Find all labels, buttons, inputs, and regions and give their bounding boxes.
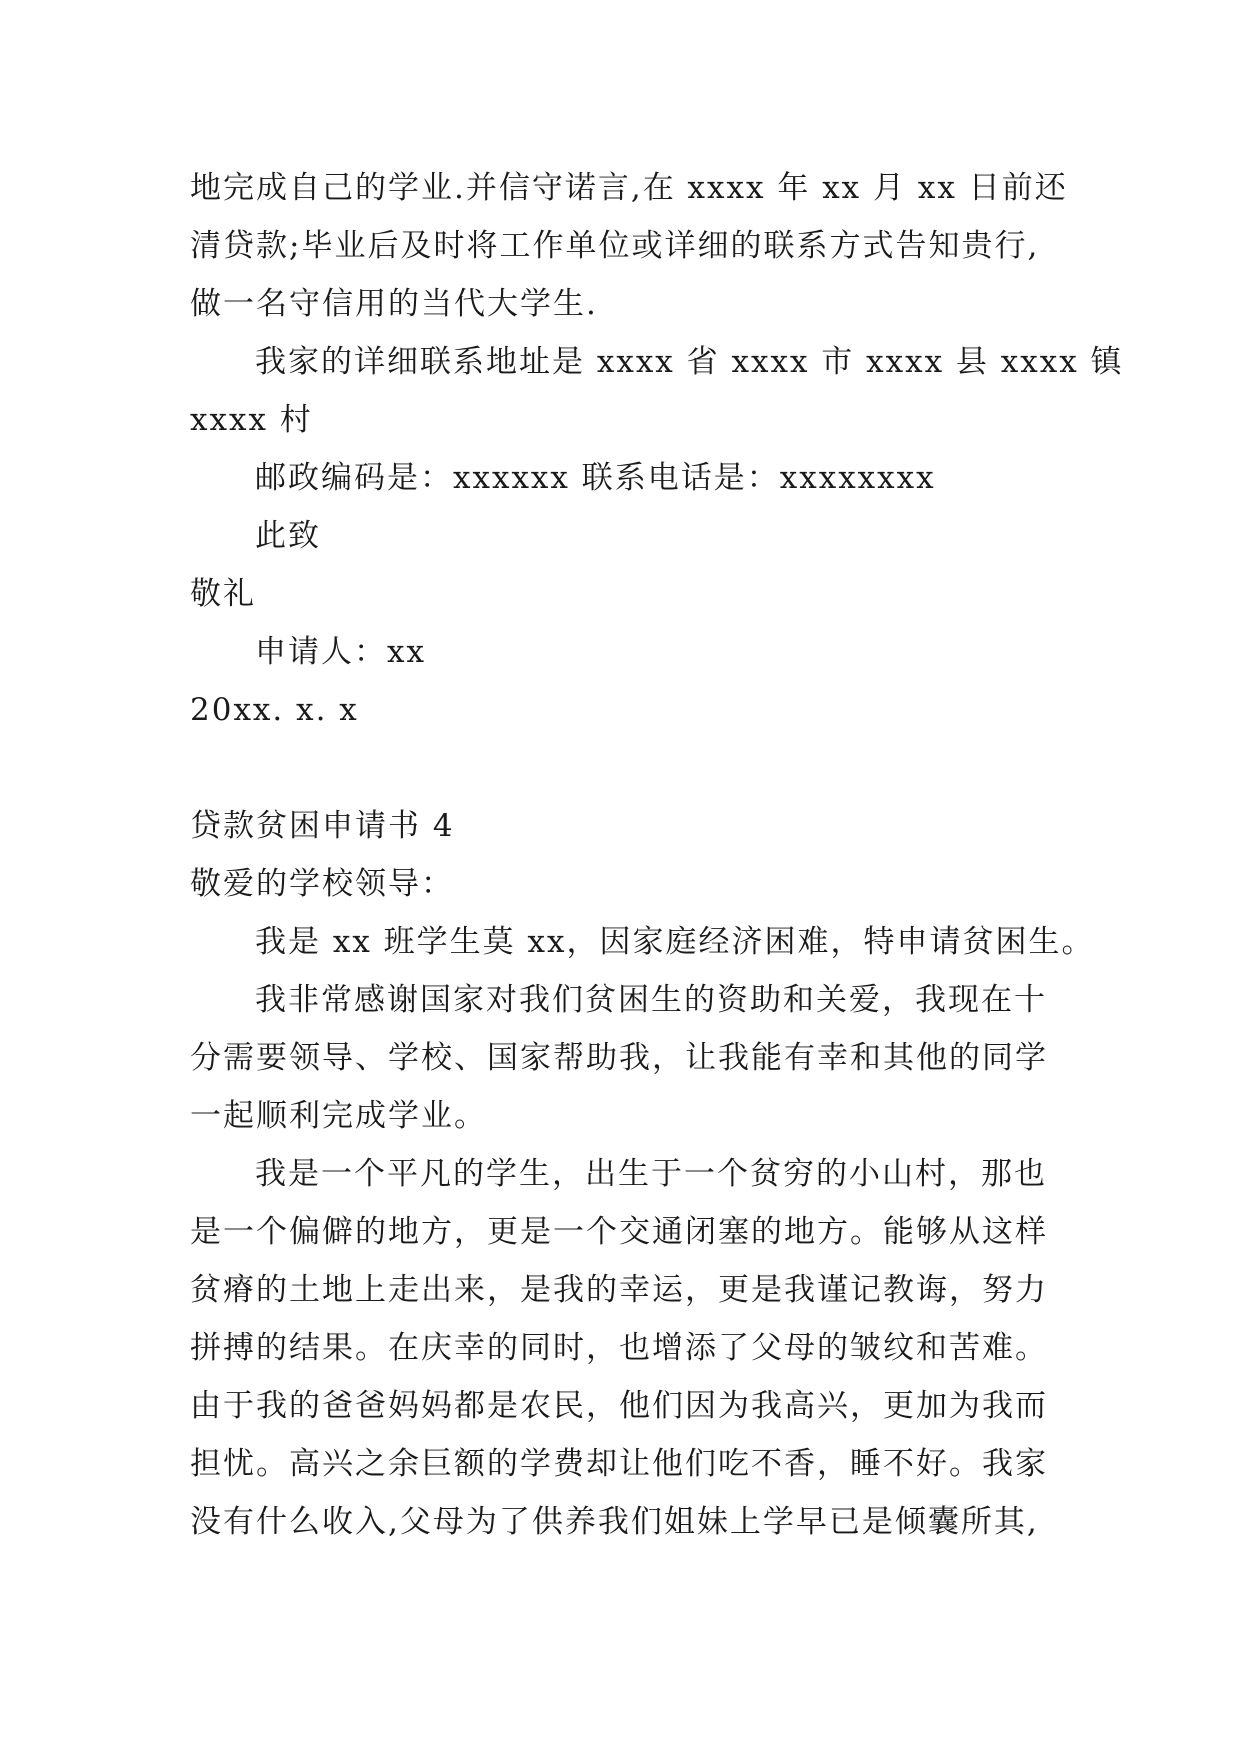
text-line: 拼搏的结果。在庆幸的同时，也增添了父母的皱纹和苦难。	[190, 1330, 1048, 1366]
text-line: xxxx 村	[190, 402, 313, 438]
document-date: 20xx. x. x	[190, 692, 359, 728]
text-line: 邮政编码是：xxxxxx 联系电话是：xxxxxxxx	[255, 460, 936, 496]
text-line: 担忧。高兴之余巨额的学费却让他们吃不香，睡不好。我家	[190, 1446, 1048, 1482]
text-line: 没有什么收入,父母为了供养我们姐妹上学早已是倾囊所其,	[190, 1504, 1039, 1540]
text-line: 我是一个平凡的学生，出生于一个贫穷的小山村，那也	[255, 1156, 1047, 1192]
applicant-signature: 申请人：xx	[255, 634, 426, 670]
text-line: 分需要领导、学校、国家帮助我，让我能有幸和其他的同学	[190, 1040, 1048, 1076]
text-line: 一起顺利完成学业。	[190, 1098, 487, 1134]
text-line: 地完成自己的学业.并信守诺言,在 xxxx 年 xx 月 xx 日前还	[190, 170, 1068, 206]
text-line: 贫瘠的土地上走出来，是我的幸运，更是我谨记教诲，努力	[190, 1272, 1048, 1308]
text-line: 是一个偏僻的地方，更是一个交通闭塞的地方。能够从这样	[190, 1214, 1048, 1250]
text-line: 做一名守信用的当代大学生.	[190, 286, 598, 322]
salutation: 敬爱的学校领导：	[190, 866, 454, 902]
text-line: 我非常感谢国家对我们贫困生的资助和关爱，我现在十	[255, 982, 1047, 1018]
text-line: 我家的详细联系地址是 xxxx 省 xxxx 市 xxxx 县 xxxx 镇	[255, 344, 1124, 380]
text-line: 我是 xx 班学生莫 xx，因家庭经济困难，特申请贫困生。	[255, 924, 1095, 960]
section-title: 贷款贫困申请书 4	[190, 808, 455, 844]
closing-salutation: 敬礼	[190, 576, 256, 612]
text-line: 由于我的爸爸妈妈都是农民，他们因为我高兴，更加为我而	[190, 1388, 1048, 1424]
closing-phrase: 此致	[255, 518, 321, 554]
text-line: 清贷款;毕业后及时将工作单位或详细的联系方式告知贵行,	[190, 228, 1040, 264]
